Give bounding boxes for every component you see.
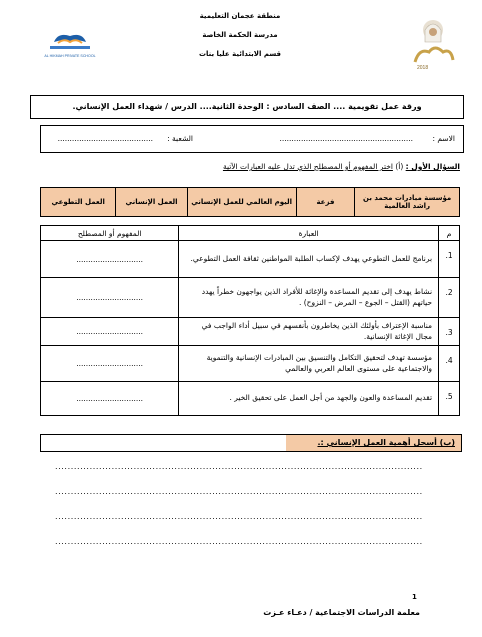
table-row	[41, 278, 460, 318]
answer-blank[interactable]: ............................	[41, 346, 179, 382]
school-logo	[40, 26, 100, 60]
name-field[interactable]: ........................................................	[279, 134, 413, 143]
row-statement: تقديم المساعدة والعون والجهد من أجل العمل على تحقيق الخير .	[179, 382, 439, 416]
answer-blank[interactable]: ............................	[41, 318, 179, 346]
answer-blank[interactable]: ............................	[41, 241, 179, 278]
question1-heading: السؤال الأول :	[405, 162, 460, 171]
table-row	[41, 346, 460, 382]
table-row	[41, 382, 460, 416]
header-region: منطقة عجمان التعليمية	[199, 12, 281, 20]
answer-blank[interactable]: ............................	[41, 382, 179, 416]
row-statement: برنامج للعمل التطوعي يهدف لإكساب الطلبة المواطنين ثقافة العمل التطوعي.	[179, 241, 439, 278]
row-number: 5.	[439, 382, 460, 416]
col-header-statement: العبارة	[179, 226, 439, 241]
answer-line[interactable]: .....................................................................................................................	[55, 512, 423, 521]
header-school: مدرسة الحكمة الخاصة	[202, 31, 278, 39]
term-1: مؤسسة مبادرات محمد بن راشد العالمية	[355, 188, 460, 217]
col-header-num: م	[439, 226, 460, 241]
term-3: اليوم العالمي للعمل الإنساني	[187, 188, 296, 217]
zayed-year-logo	[405, 12, 460, 72]
row-number: 3.	[439, 318, 460, 346]
question-b-bar	[40, 434, 462, 452]
row-number: 1.	[439, 241, 460, 278]
table-row	[41, 318, 460, 346]
question1-text: اختر المفهوم أو المصطلح الذي تدل عليه العبارات الآتية	[222, 162, 393, 171]
question1-instruction	[80, 162, 460, 171]
worksheet-title: ورقة عمل تقويمية .... الصف السادس : الوحدة الثانية.... الدرس / شهداء العمل الإنساني.	[30, 95, 464, 119]
row-statement: نشاط يهدف إلى تقديم المساعدة والإغاثة للأفراد الذين يواجهون خطراً يهدد حياتهم (القتل – الجوع – المرض – النزوح) .	[179, 278, 439, 318]
svg-text:AL HIKMAH PRIVATE SCHOOL: AL HIKMAH PRIVATE SCHOOL	[44, 54, 96, 58]
question-b-label: (ب) أسجل أهمية العمل الإنساني :.	[317, 438, 455, 447]
question1-part: (أ)	[395, 162, 404, 171]
term-5: العمل التطوعي	[41, 188, 116, 217]
answer-line[interactable]: .....................................................................................................................	[55, 487, 423, 496]
section-field[interactable]: ........................................	[57, 134, 153, 143]
section-label: الشعبة :	[167, 134, 193, 143]
statements-table	[40, 225, 460, 416]
answer-line[interactable]: .....................................................................................................................	[55, 462, 423, 471]
student-info-row	[40, 125, 464, 153]
row-statement: مؤسسة تهدف لتحقيق التكامل والتنسيق بين المبادرات الإنسانية والتنموية والاجتماعية على مستوى العالم العربي والعالمي	[179, 346, 439, 382]
term-4: العمل الإنساني	[116, 188, 187, 217]
table-row	[41, 241, 460, 278]
svg-text:2018: 2018	[417, 65, 429, 71]
row-number: 4.	[439, 346, 460, 382]
answer-blank[interactable]: ............................	[41, 278, 179, 318]
terms-bank	[40, 187, 460, 217]
page-number: 1	[412, 593, 417, 601]
teacher-footer: معلمة الدراسات الاجتماعية / دعـاء عـزت	[263, 608, 420, 617]
name-label: الاسم :	[432, 134, 455, 143]
col-header-concept: المفهوم أو المصطلح	[41, 226, 179, 241]
header-department: قسم الابتدائية عليا بنات	[198, 50, 282, 58]
answer-line[interactable]: .....................................................................................................................	[55, 537, 423, 546]
row-number: 2.	[439, 278, 460, 318]
row-statement: مناسبة الإعتراف بأولئك الذين يخاطرون بأنفسهم في سبيل أداء الواجب في مجال الإغاثة الإنسانية.	[179, 318, 439, 346]
term-2: فزعة	[296, 188, 355, 217]
